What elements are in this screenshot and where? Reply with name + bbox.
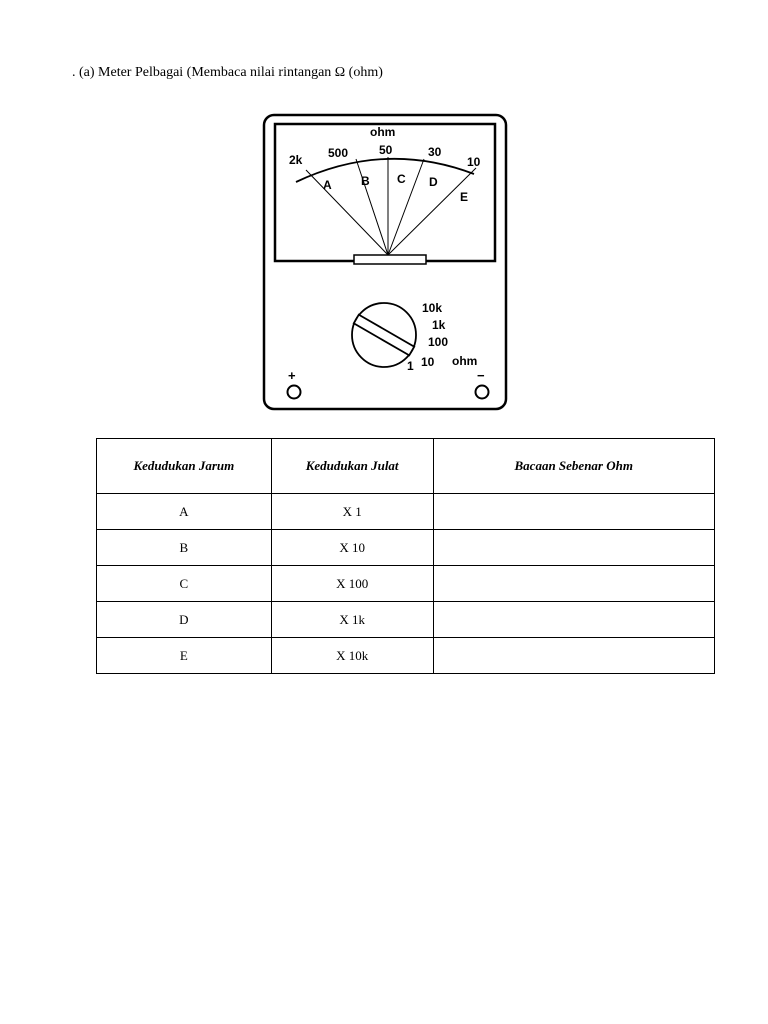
dial-label-1: 1 [407,359,414,373]
dial-label-1k: 1k [432,318,446,332]
cell-needle: C [97,566,272,602]
cell-reading-input[interactable] [433,566,714,602]
dial-label-10: 10 [421,355,435,369]
multimeter-diagram [258,110,514,416]
header-actual-reading: Bacaan Sebenar Ohm [433,439,714,494]
header-range-position: Kedudukan Julat [271,439,433,494]
cell-reading-input[interactable] [433,638,714,674]
cell-reading-input[interactable] [433,494,714,530]
cell-needle: D [97,602,272,638]
needle-label-d: D [429,175,438,189]
scale-label-50: 50 [379,143,393,157]
cell-range: X 10 [271,530,433,566]
table-row [97,530,715,566]
header-needle-position: Kedudukan Jarum [97,439,272,494]
scale-label-500: 500 [328,146,349,160]
cell-reading-input[interactable] [433,602,714,638]
dial-label-100: 100 [428,335,449,349]
dial-label-10k: 10k [422,301,443,315]
scale-unit-label: ohm [370,125,396,139]
scale-label-30: 30 [428,145,442,159]
plus-terminal-label: + [288,368,296,383]
table-row [97,566,715,602]
cell-range: X 1 [271,494,433,530]
answer-table [96,438,715,674]
needle-label-e: E [460,190,469,204]
plus-terminal [288,386,301,399]
table-row [97,602,715,638]
question-text: . (a) Meter Pelbagai (Membaca nilai rintangan Ω (ohm) [72,65,383,80]
cell-range: X 1k [271,602,433,638]
cell-needle: E [97,638,272,674]
scale-label-2k: 2k [289,153,303,167]
needle-pivot [354,255,426,264]
cell-needle: B [97,530,272,566]
cell-reading-input[interactable] [433,530,714,566]
table-row [97,494,715,530]
minus-terminal-label: − [477,368,485,383]
multimeter-svg [258,110,514,416]
needle-label-a: A [323,178,332,192]
cell-needle: A [97,494,272,530]
needle-label-c: C [397,172,406,186]
needle-label-b: B [361,174,370,188]
cell-range: X 100 [271,566,433,602]
scale-label-10: 10 [467,155,481,169]
table-header-row [97,439,715,494]
table-row [97,638,715,674]
cell-range: X 10k [271,638,433,674]
minus-terminal [476,386,489,399]
dial-unit-label: ohm [452,354,478,368]
